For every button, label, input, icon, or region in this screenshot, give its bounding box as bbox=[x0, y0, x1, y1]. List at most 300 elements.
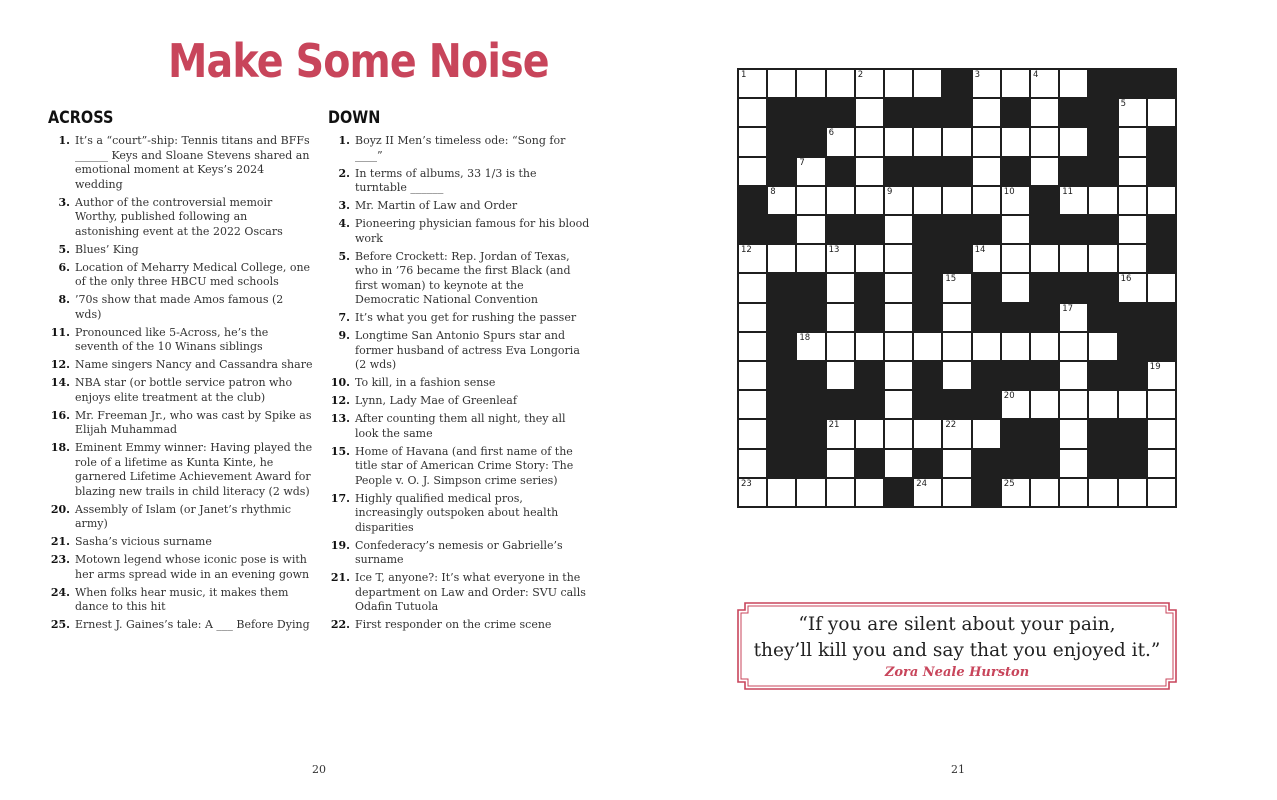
grid-cell[interactable] bbox=[1002, 187, 1029, 214]
grid-cell[interactable] bbox=[914, 70, 941, 97]
grid-cell[interactable] bbox=[1002, 333, 1029, 360]
clue-number: 13. bbox=[330, 412, 350, 425]
grid-block bbox=[1002, 420, 1029, 447]
grid-cell[interactable] bbox=[1119, 99, 1146, 126]
across-clue bbox=[48, 293, 313, 322]
grid-cell[interactable] bbox=[768, 70, 795, 97]
clue-text: First responder on the crime scene bbox=[355, 618, 552, 631]
grid-cell[interactable] bbox=[827, 70, 854, 97]
grid-block bbox=[1148, 158, 1175, 185]
grid-cell[interactable] bbox=[1031, 158, 1058, 185]
grid-block bbox=[1119, 70, 1146, 97]
grid-block bbox=[885, 479, 912, 506]
grid-cell[interactable] bbox=[1002, 479, 1029, 506]
grid-cell[interactable] bbox=[1002, 274, 1029, 301]
grid-cell[interactable] bbox=[797, 187, 824, 214]
clue-text: Home of Havana (and first name of the title star of American Crime Story: The People v. O. J. Simpson crime series) bbox=[355, 444, 574, 487]
cell-number: 19 bbox=[1149, 362, 1161, 372]
cell-number: 24 bbox=[916, 478, 928, 489]
grid-cell[interactable] bbox=[827, 245, 854, 272]
grid-cell[interactable] bbox=[856, 158, 883, 185]
down-clue bbox=[328, 199, 590, 214]
grid-cell[interactable] bbox=[914, 187, 941, 214]
grid-block bbox=[943, 391, 970, 418]
quote-text bbox=[737, 612, 1177, 664]
clue-text: Author of the controversial memoir Worthy, published following an astonishing event at the 2022 Oscars bbox=[75, 195, 283, 238]
grid-cell[interactable] bbox=[856, 333, 883, 360]
grid-cell[interactable] bbox=[1060, 70, 1087, 97]
clue-number: 22. bbox=[330, 618, 350, 631]
grid-cell[interactable] bbox=[739, 420, 766, 447]
grid-cell[interactable] bbox=[1148, 391, 1175, 418]
grid-cell[interactable] bbox=[739, 99, 766, 126]
grid-cell[interactable] bbox=[1060, 479, 1087, 506]
grid-cell[interactable] bbox=[943, 479, 970, 506]
grid-cell[interactable] bbox=[943, 362, 970, 389]
cell-number: 3 bbox=[974, 70, 981, 80]
grid-block bbox=[943, 216, 970, 243]
grid-cell[interactable] bbox=[1148, 479, 1175, 506]
grid-block bbox=[856, 391, 883, 418]
grid-cell[interactable] bbox=[1002, 216, 1029, 243]
grid-block bbox=[1031, 420, 1058, 447]
grid-cell[interactable] bbox=[885, 128, 912, 155]
quote-line-1: “If you are silent about your pain, bbox=[798, 614, 1116, 635]
grid-cell[interactable] bbox=[1148, 187, 1175, 214]
grid-block bbox=[914, 274, 941, 301]
grid-cell[interactable] bbox=[1089, 479, 1116, 506]
grid-cell[interactable] bbox=[1119, 128, 1146, 155]
grid-block bbox=[1031, 187, 1058, 214]
grid-block bbox=[1148, 304, 1175, 331]
clue-text: To kill, in a fashion sense bbox=[355, 376, 496, 389]
grid-cell[interactable] bbox=[827, 333, 854, 360]
grid-cell[interactable] bbox=[827, 362, 854, 389]
grid-cell[interactable] bbox=[856, 420, 883, 447]
grid-block bbox=[1119, 333, 1146, 360]
grid-cell[interactable] bbox=[943, 187, 970, 214]
grid-cell[interactable] bbox=[856, 128, 883, 155]
grid-block bbox=[943, 99, 970, 126]
grid-cell[interactable] bbox=[1119, 187, 1146, 214]
clue-number: 11. bbox=[50, 325, 70, 339]
grid-cell[interactable] bbox=[1119, 479, 1146, 506]
grid-block bbox=[768, 99, 795, 126]
grid-cell[interactable] bbox=[827, 187, 854, 214]
page-number-left: 20 bbox=[312, 763, 326, 776]
across-clue bbox=[48, 358, 313, 373]
grid-block bbox=[768, 304, 795, 331]
grid-cell[interactable] bbox=[1148, 420, 1175, 447]
grid-cell[interactable] bbox=[768, 245, 795, 272]
grid-cell[interactable] bbox=[1031, 391, 1058, 418]
down-clue bbox=[328, 167, 590, 196]
down-clue bbox=[328, 539, 590, 568]
grid-block bbox=[973, 391, 1000, 418]
grid-block bbox=[768, 391, 795, 418]
clue-text: ’70s show that made Amos famous (2 wds) bbox=[75, 293, 284, 321]
grid-block bbox=[943, 70, 970, 97]
grid-cell[interactable] bbox=[885, 450, 912, 477]
clue-number: 21. bbox=[50, 535, 70, 548]
clue-text: It’s a “court”-ship: Tennis titans and BFFs ______ Keys and Sloane Stevens shared an emotional moment at Keys’s 2024 wedding bbox=[75, 134, 310, 191]
grid-block bbox=[768, 128, 795, 155]
grid-block bbox=[856, 362, 883, 389]
grid-block bbox=[885, 99, 912, 126]
grid-block bbox=[1031, 362, 1058, 389]
clue-text: Blues’ King bbox=[75, 242, 139, 256]
clue-number: 1. bbox=[58, 134, 70, 147]
clue-number: 6. bbox=[58, 260, 70, 274]
grid-cell[interactable] bbox=[1089, 391, 1116, 418]
grid-cell[interactable] bbox=[1060, 450, 1087, 477]
grid-cell[interactable] bbox=[943, 420, 970, 447]
grid-cell[interactable] bbox=[827, 128, 854, 155]
cell-number: 22 bbox=[945, 420, 957, 431]
grid-cell[interactable] bbox=[739, 128, 766, 155]
clue-text: Ice T, anyone?: It’s what everyone in the department on Law and Order: SVU calls Odafin Tutuola bbox=[355, 571, 586, 613]
grid-block bbox=[827, 99, 854, 126]
cell-number: 7 bbox=[799, 157, 805, 168]
grid-cell[interactable] bbox=[914, 128, 941, 155]
grid-block bbox=[1060, 99, 1087, 126]
grid-block bbox=[768, 362, 795, 389]
grid-cell[interactable] bbox=[856, 99, 883, 126]
clue-number: 4. bbox=[338, 217, 350, 230]
grid-block bbox=[1089, 362, 1116, 389]
grid-cell[interactable] bbox=[1148, 362, 1175, 389]
clue-number: 3. bbox=[338, 199, 350, 212]
grid-cell[interactable] bbox=[739, 479, 766, 506]
quote-author: Zora Neale Hurston bbox=[884, 665, 1030, 680]
clue-number: 16. bbox=[50, 408, 70, 422]
grid-cell[interactable] bbox=[1060, 304, 1087, 331]
across-heading: ACROSS bbox=[48, 108, 114, 128]
clue-text: After counting them all night, they all look the same bbox=[355, 412, 566, 440]
grid-block bbox=[797, 304, 824, 331]
clue-number: 18. bbox=[50, 441, 70, 454]
grid-cell[interactable] bbox=[1119, 274, 1146, 301]
clue-text: NBA star (or bottle service patron who enjoys elite treatment at the club) bbox=[75, 376, 293, 404]
down-clue bbox=[328, 445, 590, 489]
grid-cell[interactable] bbox=[1060, 187, 1087, 214]
across-clue bbox=[48, 134, 313, 192]
grid-cell[interactable] bbox=[739, 450, 766, 477]
grid-block bbox=[1002, 99, 1029, 126]
grid-cell[interactable] bbox=[973, 420, 1000, 447]
grid-cell[interactable] bbox=[827, 274, 854, 301]
grid-cell[interactable] bbox=[797, 245, 824, 272]
grid-block bbox=[1002, 158, 1029, 185]
grid-cell[interactable] bbox=[1002, 245, 1029, 272]
across-clue bbox=[48, 261, 313, 290]
grid-block bbox=[1148, 70, 1175, 97]
clue-text: Pronounced like 5-Across, he’s the seventh of the 10 Winans siblings bbox=[75, 325, 269, 353]
cell-number: 6 bbox=[828, 128, 835, 139]
grid-cell[interactable] bbox=[797, 479, 824, 506]
clue-number: 14. bbox=[50, 376, 70, 389]
grid-block bbox=[768, 158, 795, 185]
across-clue bbox=[48, 535, 313, 550]
grid-cell[interactable] bbox=[739, 333, 766, 360]
grid-cell[interactable] bbox=[1031, 479, 1058, 506]
clue-number: 7. bbox=[338, 311, 350, 324]
grid-block bbox=[797, 420, 824, 447]
grid-cell[interactable] bbox=[1060, 391, 1087, 418]
down-clue bbox=[328, 311, 590, 326]
down-clue bbox=[328, 376, 590, 391]
grid-cell[interactable] bbox=[943, 450, 970, 477]
grid-cell[interactable] bbox=[739, 362, 766, 389]
across-clue bbox=[48, 553, 313, 582]
grid-cell[interactable] bbox=[1148, 99, 1175, 126]
grid-cell[interactable] bbox=[827, 450, 854, 477]
grid-cell[interactable] bbox=[885, 420, 912, 447]
grid-block bbox=[1002, 362, 1029, 389]
grid-block bbox=[1060, 158, 1087, 185]
grid-cell[interactable] bbox=[943, 333, 970, 360]
grid-block bbox=[973, 479, 1000, 506]
clue-text: Mr. Martin of Law and Order bbox=[355, 199, 518, 212]
grid-cell[interactable] bbox=[797, 70, 824, 97]
grid-cell[interactable] bbox=[1002, 128, 1029, 155]
grid-block bbox=[1089, 274, 1116, 301]
clue-number: 12. bbox=[50, 358, 70, 371]
grid-cell[interactable] bbox=[943, 274, 970, 301]
down-clue-list bbox=[328, 134, 590, 633]
grid-block bbox=[1148, 245, 1175, 272]
cell-number: 11 bbox=[1062, 186, 1074, 197]
grid-block bbox=[856, 216, 883, 243]
grid-cell[interactable] bbox=[1031, 333, 1058, 360]
page-number-right: 21 bbox=[951, 763, 965, 776]
across-clue bbox=[48, 618, 313, 633]
cell-number: 21 bbox=[828, 420, 840, 431]
grid-cell[interactable] bbox=[856, 187, 883, 214]
clue-number: 15. bbox=[330, 444, 350, 458]
down-clue bbox=[328, 329, 590, 373]
grid-cell[interactable] bbox=[797, 216, 824, 243]
clue-number: 5. bbox=[58, 242, 70, 256]
cell-number: 9 bbox=[887, 186, 893, 197]
clue-text: Sasha’s vicious surname bbox=[75, 535, 212, 548]
grid-block bbox=[914, 362, 941, 389]
clue-number: 1. bbox=[338, 134, 350, 147]
clue-text: Longtime San Antonio Spurs star and former husband of actress Eva Longoria (2 wds) bbox=[355, 329, 580, 371]
grid-cell[interactable] bbox=[739, 70, 766, 97]
grid-cell[interactable] bbox=[1089, 187, 1116, 214]
grid-cell[interactable] bbox=[1089, 245, 1116, 272]
grid-block bbox=[1060, 274, 1087, 301]
cell-number: 15 bbox=[945, 274, 957, 285]
grid-cell[interactable] bbox=[885, 304, 912, 331]
grid-cell[interactable] bbox=[739, 304, 766, 331]
grid-block bbox=[1119, 420, 1146, 447]
grid-block bbox=[914, 158, 941, 185]
grid-block bbox=[856, 450, 883, 477]
down-clue bbox=[328, 394, 590, 409]
grid-block bbox=[1089, 450, 1116, 477]
grid-cell[interactable] bbox=[1002, 70, 1029, 97]
across-clue bbox=[48, 586, 313, 615]
grid-cell[interactable] bbox=[739, 158, 766, 185]
grid-cell[interactable] bbox=[885, 391, 912, 418]
grid-cell[interactable] bbox=[1119, 216, 1146, 243]
grid-cell[interactable] bbox=[1148, 450, 1175, 477]
cell-number: 25 bbox=[1003, 478, 1015, 489]
grid-cell[interactable] bbox=[885, 70, 912, 97]
down-clue bbox=[328, 217, 590, 246]
clue-text: Name singers Nancy and Cassandra share bbox=[75, 358, 313, 371]
grid-block bbox=[1089, 216, 1116, 243]
grid-cell[interactable] bbox=[1031, 99, 1058, 126]
grid-cell[interactable] bbox=[885, 362, 912, 389]
grid-cell[interactable] bbox=[797, 333, 824, 360]
grid-cell[interactable] bbox=[885, 245, 912, 272]
clue-number: 21. bbox=[330, 571, 350, 584]
grid-cell[interactable] bbox=[856, 70, 883, 97]
grid-cell[interactable] bbox=[973, 128, 1000, 155]
grid-cell[interactable] bbox=[973, 187, 1000, 214]
cell-number: 14 bbox=[974, 245, 986, 256]
across-clue bbox=[48, 196, 313, 240]
grid-block bbox=[1089, 70, 1116, 97]
grid-cell[interactable] bbox=[885, 216, 912, 243]
grid-block bbox=[797, 391, 824, 418]
grid-cell[interactable] bbox=[739, 391, 766, 418]
clue-text: Boyz II Men’s timeless ode: “Song for ____” bbox=[355, 134, 566, 162]
grid-cell[interactable] bbox=[914, 420, 941, 447]
grid-cell[interactable] bbox=[1119, 245, 1146, 272]
across-clues bbox=[48, 108, 313, 636]
grid-block bbox=[797, 99, 824, 126]
clue-text: Confederacy’s nemesis or Gabrielle’s surname bbox=[355, 538, 563, 566]
cell-number: 13 bbox=[828, 245, 840, 256]
grid-block bbox=[943, 158, 970, 185]
across-clue bbox=[48, 376, 313, 405]
page-title: Make Some Noise bbox=[168, 34, 549, 88]
grid-block bbox=[1148, 216, 1175, 243]
grid-cell[interactable] bbox=[1002, 391, 1029, 418]
grid-cell[interactable] bbox=[1060, 362, 1087, 389]
grid-cell[interactable] bbox=[1031, 70, 1058, 97]
down-clue bbox=[328, 412, 590, 441]
grid-block bbox=[885, 158, 912, 185]
grid-cell[interactable] bbox=[973, 99, 1000, 126]
cell-number: 4 bbox=[1033, 70, 1039, 80]
clue-text: Assembly of Islam (or Janet’s rhythmic army) bbox=[75, 502, 292, 530]
cell-number: 1 bbox=[741, 70, 747, 80]
grid-cell[interactable] bbox=[914, 479, 941, 506]
grid-cell[interactable] bbox=[1060, 420, 1087, 447]
grid-block bbox=[1031, 304, 1058, 331]
grid-cell[interactable] bbox=[856, 245, 883, 272]
cell-number: 5 bbox=[1120, 99, 1127, 110]
grid-block bbox=[827, 216, 854, 243]
grid-cell[interactable] bbox=[768, 187, 795, 214]
cell-number: 2 bbox=[857, 70, 864, 80]
grid-cell[interactable] bbox=[1119, 158, 1146, 185]
grid-cell[interactable] bbox=[797, 158, 824, 185]
grid-block bbox=[739, 216, 766, 243]
grid-cell[interactable] bbox=[943, 128, 970, 155]
grid-cell[interactable] bbox=[1089, 333, 1116, 360]
grid-block bbox=[1031, 450, 1058, 477]
grid-cell[interactable] bbox=[768, 479, 795, 506]
clue-text: It’s what you get for rushing the passer bbox=[355, 311, 577, 324]
grid-cell[interactable] bbox=[1031, 128, 1058, 155]
grid-cell[interactable] bbox=[1060, 333, 1087, 360]
grid-block bbox=[1031, 274, 1058, 301]
grid-block bbox=[943, 245, 970, 272]
grid-cell[interactable] bbox=[943, 304, 970, 331]
grid-block bbox=[768, 450, 795, 477]
grid-block bbox=[1089, 158, 1116, 185]
grid-block bbox=[1089, 420, 1116, 447]
down-clue bbox=[328, 618, 590, 633]
grid-cell[interactable] bbox=[973, 70, 1000, 97]
grid-cell[interactable] bbox=[1031, 245, 1058, 272]
grid-block bbox=[914, 450, 941, 477]
clue-text: In terms of albums, 33 1/3 is the turntable ______ bbox=[355, 166, 537, 194]
grid-block bbox=[1089, 99, 1116, 126]
grid-cell[interactable] bbox=[1060, 128, 1087, 155]
down-clues bbox=[328, 108, 590, 636]
across-clue bbox=[48, 503, 313, 532]
grid-block bbox=[797, 274, 824, 301]
grid-cell[interactable] bbox=[973, 245, 1000, 272]
grid-cell[interactable] bbox=[827, 479, 854, 506]
grid-block bbox=[914, 99, 941, 126]
grid-cell[interactable] bbox=[973, 333, 1000, 360]
grid-cell[interactable] bbox=[827, 420, 854, 447]
clue-text: Mr. Freeman Jr., who was cast by Spike as Elijah Muhammad bbox=[75, 408, 312, 436]
grid-cell[interactable] bbox=[1060, 245, 1087, 272]
clue-number: 8. bbox=[58, 293, 70, 306]
clue-number: 2. bbox=[338, 166, 350, 180]
grid-cell[interactable] bbox=[739, 245, 766, 272]
clue-number: 10. bbox=[330, 376, 350, 389]
cell-number: 16 bbox=[1120, 274, 1132, 285]
grid-cell[interactable] bbox=[885, 274, 912, 301]
grid-block bbox=[827, 391, 854, 418]
grid-block bbox=[973, 216, 1000, 243]
cell-number: 18 bbox=[799, 332, 811, 343]
grid-block bbox=[856, 304, 883, 331]
down-clue bbox=[328, 492, 590, 536]
grid-cell[interactable] bbox=[973, 158, 1000, 185]
grid-block bbox=[797, 450, 824, 477]
grid-cell[interactable] bbox=[914, 333, 941, 360]
grid-cell[interactable] bbox=[885, 187, 912, 214]
grid-block bbox=[973, 362, 1000, 389]
grid-cell[interactable] bbox=[856, 479, 883, 506]
grid-cell[interactable] bbox=[1148, 274, 1175, 301]
grid-cell[interactable] bbox=[1119, 391, 1146, 418]
grid-block bbox=[797, 362, 824, 389]
cell-number: 23 bbox=[741, 478, 752, 489]
grid-cell[interactable] bbox=[739, 274, 766, 301]
clue-text: When folks hear music, it makes them dance to this hit bbox=[75, 585, 289, 613]
grid-block bbox=[768, 274, 795, 301]
grid-block bbox=[768, 216, 795, 243]
across-clue-list bbox=[48, 134, 313, 633]
grid-cell[interactable] bbox=[885, 333, 912, 360]
grid-cell[interactable] bbox=[827, 304, 854, 331]
quote-line-2: they’ll kill you and say that you enjoyed it.” bbox=[753, 640, 1161, 661]
cell-number: 17 bbox=[1062, 303, 1074, 314]
grid-block bbox=[827, 158, 854, 185]
